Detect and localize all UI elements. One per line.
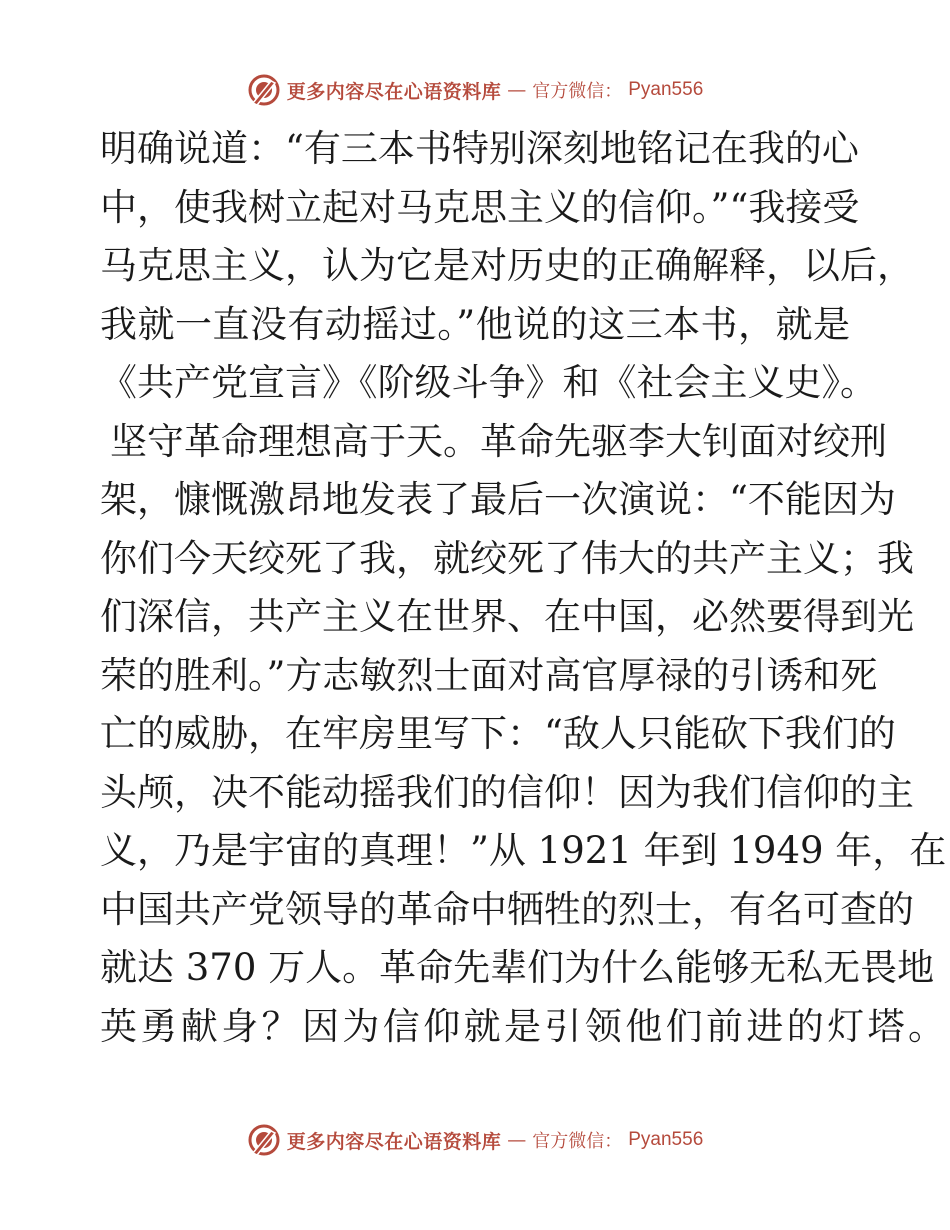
- text-line: 中，使我树立起对马克思主义的信仰。”“我接受: [100, 185, 860, 229]
- text-line: 就达 370 万人。革命先辈们为什么能够无私无畏地: [100, 946, 935, 989]
- pen-logo-icon: [247, 73, 281, 107]
- footer-separator: —: [507, 1129, 527, 1151]
- footer-banner: [0, 1120, 950, 1160]
- text-line: 义，乃是宇宙的真理！”从 1921 年到 1949 年，在: [100, 829, 947, 872]
- text-line: 荣的胜利。”方志敏烈士面对高官厚禄的引诱和死: [100, 653, 878, 697]
- header-banner: [0, 70, 950, 110]
- paragraph-2: [100, 413, 949, 1057]
- header-separator: —: [507, 79, 527, 101]
- text-line: 明确说道：“有三本书特别深刻地铭记在我的心: [100, 127, 859, 170]
- footer-site-text: 更多内容尽在心语资料库: [286, 1130, 502, 1153]
- text-line: 马克思主义，认为它是对历史的正确解释，以后，: [100, 244, 914, 287]
- text-line: 亡的威胁，在牢房里写下：“敌人只能砍下我们的: [100, 712, 896, 755]
- text-line: 《共产党宣言》《阶级斗争》和《社会主义史》。: [100, 361, 877, 404]
- pen-logo-icon: [247, 1123, 281, 1157]
- text-line: 们深信，共产主义在世界、在中国，必然要得到光: [100, 595, 914, 638]
- header-wechat-id: Pyan556: [628, 79, 704, 100]
- text-line: 坚守革命理想高于天。革命先驱李大钊面对绞刑: [110, 419, 887, 463]
- text-line: 中国共产党领导的革命中牺牲的烈士，有名可查的: [100, 887, 914, 931]
- text-line: 英勇献身？因为信仰就是引领他们前进的灯塔。: [100, 1004, 949, 1048]
- document-body: [100, 120, 949, 1056]
- header-wechat-label: 官方微信：: [532, 81, 623, 102]
- footer-wechat-label: 官方微信：: [532, 1131, 623, 1152]
- text-line: 头颅，决不能动摇我们的信仰！因为我们信仰的主: [100, 770, 914, 814]
- text-line: 你们今天绞死了我，就绞死了伟大的共产主义；我: [100, 536, 914, 580]
- header-site-text: 更多内容尽在心语资料库: [286, 80, 502, 103]
- text-line: 架，慷慨激昂地发表了最后一次演说：“不能因为: [100, 478, 896, 521]
- paragraph-1: [100, 120, 914, 413]
- footer-wechat-id: Pyan556: [628, 1129, 704, 1150]
- text-line: 我就一直没有动摇过。”他说的这三本书，就是: [100, 302, 850, 346]
